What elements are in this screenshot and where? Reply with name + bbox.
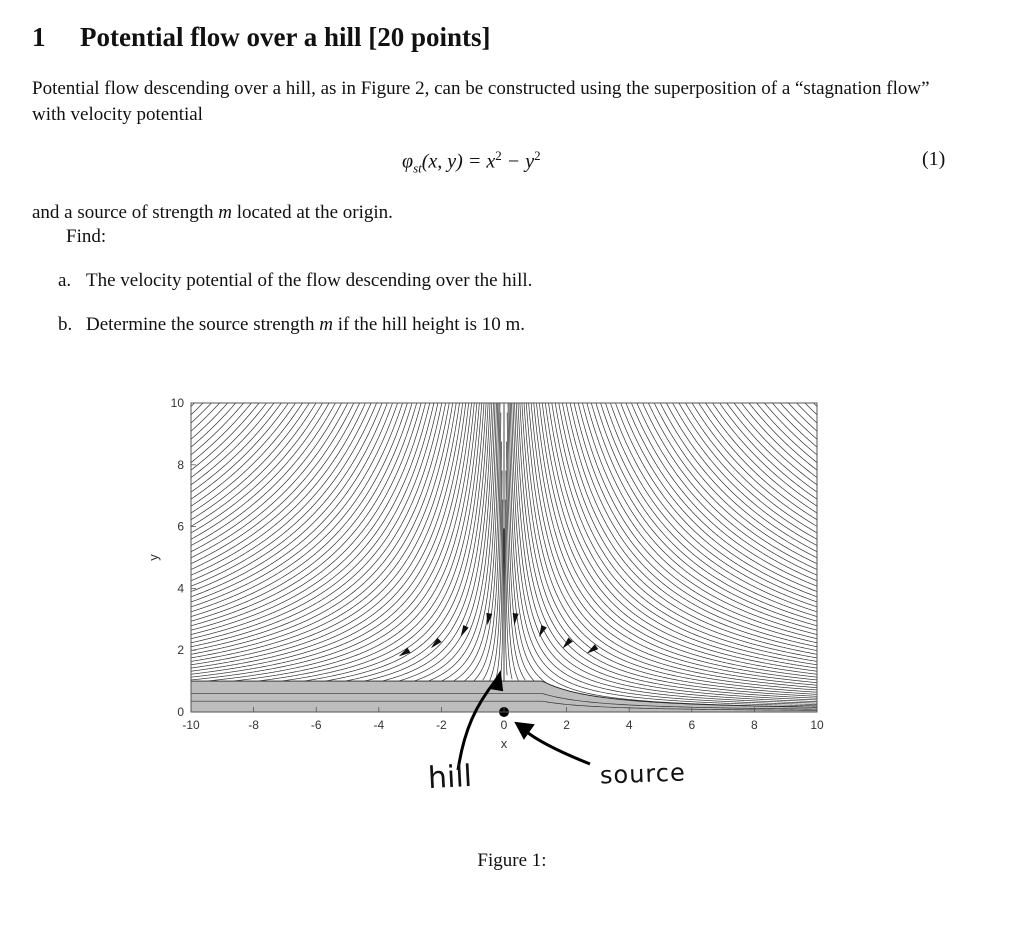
x-tick-label: 2 (563, 718, 570, 732)
figure-caption: Figure 1: (477, 850, 547, 871)
section-title-text: Potential flow over a hill [20 points] (80, 22, 491, 52)
y-tick-label: 10 (170, 396, 184, 410)
x-tick-label: 4 (625, 718, 633, 732)
item-b-var: m (319, 314, 333, 335)
item-b-text-1: Determine the source strength (86, 314, 320, 335)
x-tick-label: 6 (688, 718, 696, 732)
x-tick-label: -6 (310, 718, 322, 732)
source-annotation: source (599, 758, 687, 790)
item-b-text-2: if the hill height is 10 m. (332, 314, 526, 335)
x-tick-label: -2 (436, 718, 447, 732)
y-tick-label: 6 (177, 519, 184, 534)
after-equation-text (32, 200, 393, 226)
equation-args: (x, y) = x (421, 150, 496, 173)
equation-block (0, 148, 1024, 178)
section-number: 1 (32, 22, 46, 52)
x-axis-label: x (500, 736, 508, 751)
item-a-label: a. (58, 270, 72, 291)
exponent-1: 2 (495, 148, 502, 163)
x-tick-label: -4 (373, 718, 385, 732)
x-tick-label: 10 (810, 718, 824, 732)
y-tick-label: 0 (177, 705, 184, 719)
after-var: m (218, 202, 232, 223)
item-a (58, 270, 532, 292)
y-tick-label: 2 (177, 643, 184, 658)
after-text-1: and a source of strength (32, 202, 219, 223)
section-title (32, 22, 490, 53)
hill-annotation: hill (427, 758, 473, 797)
x-tick-label: 8 (751, 718, 758, 732)
item-a-text: The velocity potential of the flow descending over the hill. (86, 270, 533, 291)
exponent-2: 2 (534, 148, 541, 163)
find-label: Find: (66, 226, 107, 247)
figure-streamlines (140, 390, 840, 775)
x-tick-label: -8 (248, 718, 259, 732)
y-axis-label: y (146, 554, 161, 561)
after-text-2: located at the origin. (231, 202, 393, 223)
intro-paragraph: Potential flow descending over a hill, as in Figure 2, can be constructed using the superposition of a “stagnation flow” with velocity potential (32, 78, 930, 125)
equation-formula (402, 148, 541, 177)
x-tick-label: 0 (500, 718, 508, 732)
source-arrow-line (522, 728, 590, 764)
item-b (58, 314, 525, 336)
equation-number: (1) (922, 148, 946, 170)
streamline-plot (140, 390, 840, 770)
phi-symbol: φ (402, 150, 414, 173)
y-tick-label: 8 (177, 457, 184, 472)
item-b-label: b. (58, 314, 73, 335)
x-tick-label: -10 (182, 718, 200, 732)
equation-minus: − y (501, 150, 535, 173)
y-tick-label: 4 (177, 581, 184, 596)
phi-subscript: st (413, 160, 422, 176)
